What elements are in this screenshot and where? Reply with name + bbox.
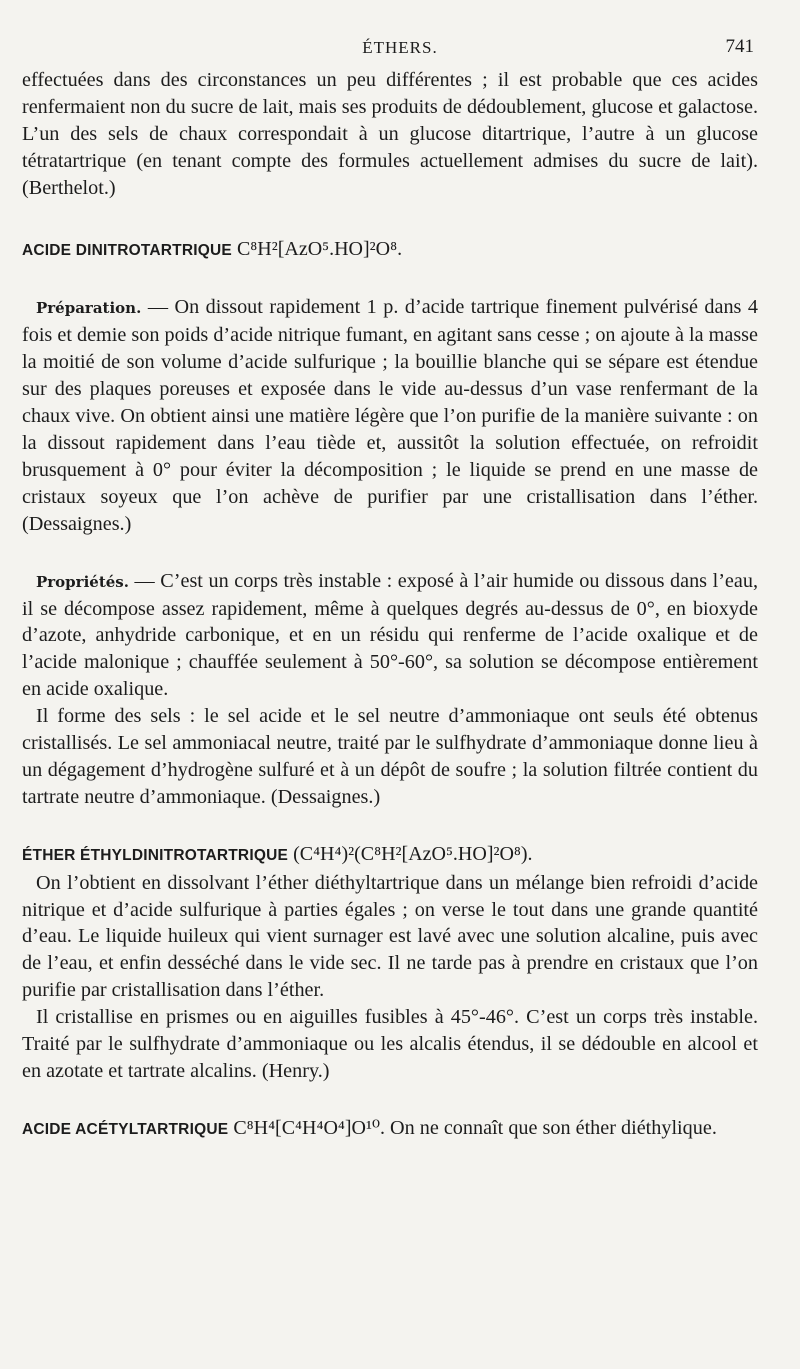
chemical-formula: C⁸H⁴[C⁴H⁴O⁴]O¹⁰.	[233, 1116, 385, 1139]
running-title: ÉTHERS.	[362, 38, 438, 57]
paragraph-text: — C’est un corps très instable : exposé à l’air humide ou dissous dans l’eau, il se décompose assez rapidement, même à quelques degrés au-dessus de 0°, en bioxyde d’azote, anhydride carbonique, et en un résidu qui renferme de l’acide oxalique et de l’acide malonique ; chauffée seulement à 50°-60°, sa solution se décompose entièrement en acide oxalique.	[22, 569, 758, 701]
ether-paragraph-1: On l’obtient en dissolvant l’éther diéthyltartrique dans un mélange bien refroidi d’acide nitrique et d’acide sulfurique à parties égales ; on verse le tout dans une grande quantité d’eau. Le liquide huileux qui vient surnager est lavé avec une solution alcaline, puis avec de l’eau, et enfin desséché dans le vide sec. Il ne tarde pas à prendre en cristaux que l’on purifie par cristallisation dans l’éther.	[22, 871, 758, 1002]
section-title: ACIDE DINITROTARTRIQUE	[22, 241, 232, 259]
proprietes-paragraph	[22, 568, 758, 704]
section-heading-ether	[22, 841, 758, 870]
chemical-formula: (C⁴H⁴)²(C⁸H²[AzO⁵.HO]²O⁸).	[293, 842, 533, 865]
paragraph-text: — On dissout rapidement 1 p. d’acide tartrique finement pulvérisé dans 4 fois et demie son poids d’acide nitrique fumant, en agitant sans cesse ; on ajoute à la masse la moitié de son volume d’acide sulfurique ; la bouillie blanche qui se sépare est étendue sur des plaques poreuses et exposée dans le vide au-dessus d’un vase renfermant de la chaux vive. On obtient ainsi une matière légère que l’on purifie de la manière suivante : on la dissout rapidement dans l’eau tiède et, aussitôt la solution effectuée, on refroidit brusquement à 0° pour éviter la décomposition ; le liquide se prend en une masse de cristaux soyeux que l’on achève de purifier par une cristallisation dans l’éther. (Dessaignes.)	[22, 296, 758, 535]
page-number: 741	[725, 36, 754, 57]
section-title: ACIDE ACÉTYLTARTRIQUE	[22, 1120, 229, 1138]
preparation-paragraph	[22, 294, 758, 537]
run-in-heading: Propriétés.	[36, 572, 129, 591]
chemical-formula: C⁸H²[AzO⁵.HO]²O⁸.	[236, 237, 403, 260]
sels-paragraph: Il forme des sels : le sel acide et le sel neutre d’ammoniaque ont seuls été obtenus cristallisés. Le sel ammoniacal neutre, traité par le sulfhydrate d’ammoniaque donne lieu à un dégagement d’hydrogène sulfuré et à un dépôt de soufre ; la solution filtrée contient du tartrate neutre d’ammoniaque. (Dessaignes.)	[22, 705, 758, 808]
intro-paragraph: effectuées dans des circonstances un peu différentes ; il est probable que ces acides renfermaient non du sucre de lait, mais ses produits de dédoublement, glucose et galactose. L’un des sels de chaux correspondait à un glucose ditartrique, l’autre à un glucose tétratartrique (en tenant compte des formules actuellement admises du sucre de lait). (Berthelot.)	[22, 69, 758, 199]
section-heading-acetyltartrique	[22, 1115, 758, 1144]
page-body	[22, 67, 758, 1144]
section-title: ÉTHER ÉTHYLDINITROTARTRIQUE	[22, 846, 289, 864]
section-heading-dinitrotartrique	[22, 236, 758, 265]
paragraph-text: On ne connaît que son éther diéthylique.	[384, 1116, 717, 1139]
ether-paragraph-2: Il cristallise en prismes ou en aiguilles fusibles à 45°-46°. C’est un corps très instable. Traité par le sulfhydrate d’ammoniaque ou les alcalis étendus, il se dédouble en alcool et en azotate et tartrate alcalins. (Henry.)	[22, 1006, 758, 1082]
run-in-heading: Préparation.	[36, 299, 142, 318]
running-header	[0, 34, 800, 62]
